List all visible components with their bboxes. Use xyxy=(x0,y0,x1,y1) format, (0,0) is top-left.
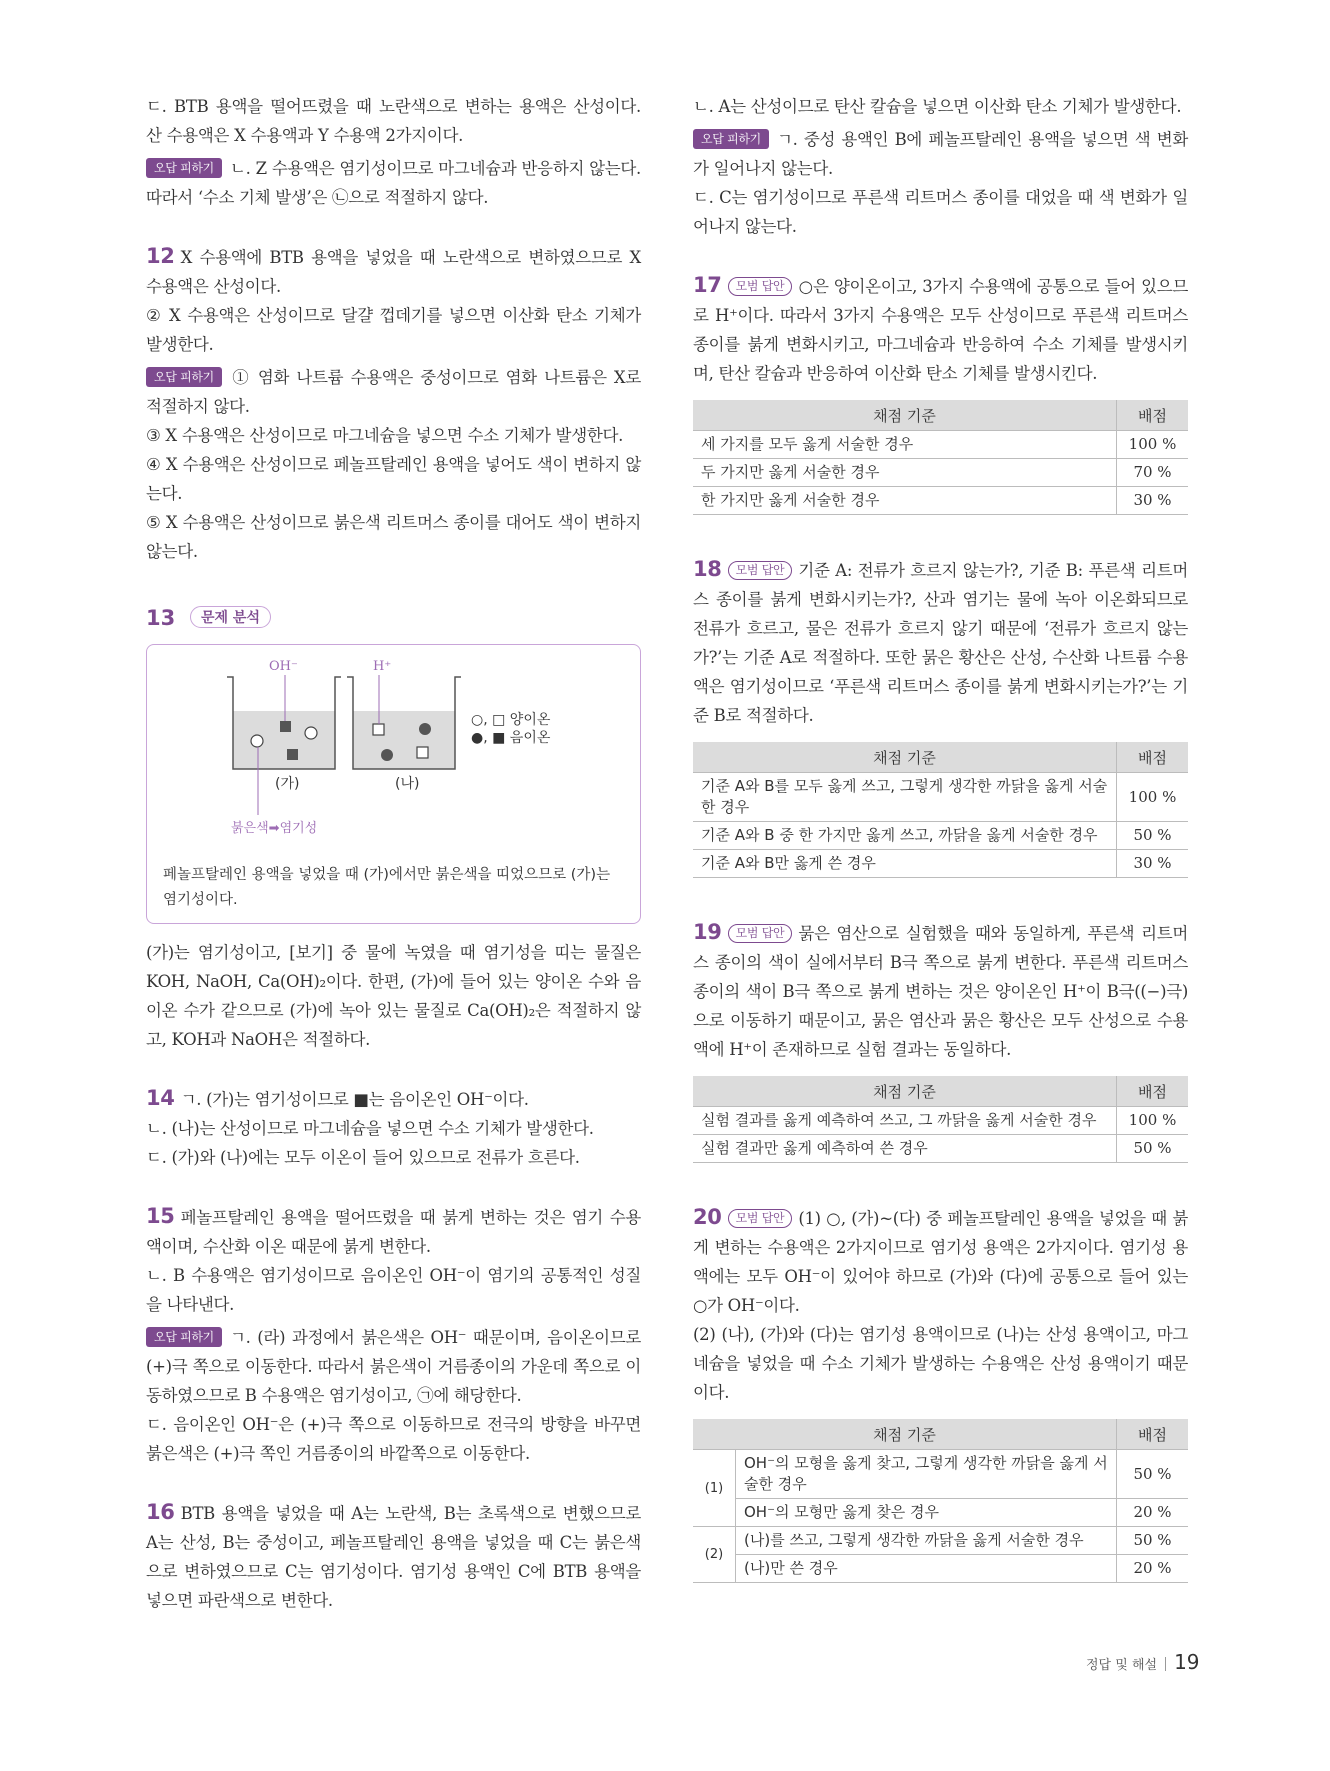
paragraph: ⑤ X 수용액은 산성이므로 붉은색 리트머스 종이를 대어도 색이 변하지 않는다. xyxy=(146,513,641,561)
question-19 xyxy=(693,918,1188,1163)
color-note: 붉은색➡염기성 xyxy=(231,821,318,836)
question-12 xyxy=(146,242,641,566)
paragraph: 16 BTB 용액을 넣었을 때 A는 노란색, B는 초록색으로 변했으므로 A는 산성, B는 중성이고, 페놀프탈레인 용액을 넣었을 때 C는 붉은색으로 변하였으므로 C는 염기성이다. 염기성 용액인 C에 BTB 용액을 넣으면 파란색으로 변한다. xyxy=(146,1500,641,1610)
paragraph: 20 모범 답안 (1) ○, (가)~(다) 중 페놀프탈레인 용액을 넣었을 때 붉게 변하는 수용액은 2가지이므로 염기성 용액은 2가지이다. 염기성 용액에는 모두 OH⁻이 있어야 하므로 (가)와 (다)에 공통으로 들어 있는 ○가 OH⁻이다. xyxy=(693,1205,1188,1315)
solution-a xyxy=(233,711,335,769)
table-header: 배점 xyxy=(1117,400,1189,431)
analysis-box xyxy=(146,644,641,924)
question-number: 19 xyxy=(693,920,722,944)
table-header: 배점 xyxy=(1117,742,1189,773)
beaker-b-label: (나) xyxy=(395,776,420,792)
paragraph: ㄷ. C는 염기성이므로 푸른색 리트머스 종이를 대었을 때 색 변화가 일어나지 않는다. xyxy=(693,188,1188,236)
page-number: 19 xyxy=(1174,1650,1200,1674)
paragraph: 19 모범 답안 묽은 염산으로 실험했을 때와 동일하게, 푸른색 리트머스 종이의 색이 실에서부터 B극 쪽으로 붉게 변한다. 푸른색 리트머스 종이의 색이 B극 쪽으로 붉게 변하는 것은 양이온인 H⁺이 B극((−)극)으로 이동하기 때문이고, 묽은 염산과 묽은 황산은 모두 산성으로 수용액에 H⁺이 존재하므로 실험 결과는 동일하다. xyxy=(693,920,1188,1059)
table-row: 한 가지만 옳게 서술한 경우 30 % xyxy=(693,487,1188,515)
question-number: 16 xyxy=(146,1500,175,1524)
h-label: H⁺ xyxy=(373,659,392,674)
table-row: 세 가지를 모두 옳게 서술한 경우 100 % xyxy=(693,431,1188,459)
question-number: 17 xyxy=(693,273,722,297)
question-number: 15 xyxy=(146,1204,175,1228)
table-row: 기준 A와 B 중 한 가지만 옳게 쓰고, 까닭을 옳게 서술한 경우 50 % xyxy=(693,822,1188,850)
question-20 xyxy=(693,1203,1188,1583)
model-answer-badge: 모범 답안 xyxy=(728,924,793,943)
paragraph: ㄴ. B 수용액은 염기성이므로 음이온인 OH⁻이 염기의 공통적인 성질을 나타낸다. xyxy=(146,1266,641,1314)
oh-label: OH⁻ xyxy=(269,659,298,674)
paragraph: ㄷ. BTB 용액을 떨어뜨렸을 때 노란색으로 변하는 용액은 산성이다. 산 수용액은 X 수용액과 Y 수용액 2가지이다. xyxy=(146,97,641,145)
q16-continued xyxy=(693,92,1188,241)
paragraph: 15 페놀프탈레인 용액을 떨어뜨렸을 때 붉게 변하는 것은 염기 수용액이며, 수산화 이온 때문에 붉게 변한다. xyxy=(146,1204,641,1256)
question-14 xyxy=(146,1084,641,1172)
paragraph: 오답 피하기 ㄱ. (라) 과정에서 붉은색은 OH⁻ 때문이며, 음이온이므로 (+)극 쪽으로 이동한다. 따라서 붉은색이 거름종이의 가운데 쪽으로 이동하였으므로 B 수용액은 염기성이고, ㉠에 해당한다. xyxy=(146,1328,641,1405)
question-16 xyxy=(146,1498,641,1615)
table-header: 배점 xyxy=(1117,1419,1189,1450)
paragraph: 12 X 수용액에 BTB 용액을 넣었을 때 노란색으로 변하였으므로 X 수용액은 산성이다. xyxy=(146,244,641,296)
solution-b xyxy=(353,711,455,769)
paragraph: ㄴ. A는 산성이므로 탄산 칼슘을 넣으면 이산화 탄소 기체가 발생한다. xyxy=(693,97,1182,116)
model-answer-badge: 모범 답안 xyxy=(728,1209,793,1228)
beaker-diagram xyxy=(147,645,637,845)
paragraph: 14 ㄱ. (가)는 염기성이므로 ■는 음이온인 OH⁻이다. xyxy=(146,1086,529,1110)
table-row: (2) (나)를 쓰고, 그렇게 생각한 까닭을 옳게 서술한 경우 50 % xyxy=(693,1527,1188,1555)
analysis-caption: 페놀프탈레인 용액을 넣었을 때 (가)에서만 붉은색을 띠었으므로 (가)는 염기성이다. xyxy=(163,867,611,908)
wrong-answer-badge: 오답 피하기 xyxy=(146,1327,222,1347)
paragraph: (2) (나), (가)와 (다)는 염기성 용액이므로 (나)는 산성 용액이고, 마그네슘을 넣었을 때 수소 기체가 발생하는 수용액은 산성 용액이기 때문이다. xyxy=(693,1325,1188,1402)
anion-square xyxy=(287,749,298,760)
footer-label: 정답 및 해설 xyxy=(1086,1658,1158,1673)
paragraph: ② X 수용액은 산성이므로 달걀 껍데기를 넣으면 이산화 탄소 기체가 발생한다. xyxy=(146,306,641,354)
table-header: 채점 기준 xyxy=(693,400,1117,431)
right-column xyxy=(693,92,1188,1583)
question-number: 12 xyxy=(146,244,175,268)
wrong-answer-badge: 오답 피하기 xyxy=(146,158,222,178)
table-header: 채점 기준 xyxy=(693,1419,1117,1450)
table-row: 기준 A와 B만 옳게 쓴 경우 30 % xyxy=(693,850,1188,878)
question-15 xyxy=(146,1202,641,1468)
question-18 xyxy=(693,555,1188,878)
table-row: 기준 A와 B를 모두 옳게 쓰고, 그렇게 생각한 까닭을 옳게 서술한 경우 100 % xyxy=(693,773,1188,822)
table-row: 실험 결과를 옳게 예측하여 쓰고, 그 까닭을 옳게 서술한 경우 100 % xyxy=(693,1107,1188,1135)
scoring-table xyxy=(693,1419,1188,1583)
paragraph: ㄴ. (나)는 산성이므로 마그네슘을 넣으면 수소 기체가 발생한다. xyxy=(146,1119,594,1138)
question-number: 18 xyxy=(693,557,722,581)
prev-answer-block xyxy=(146,92,641,212)
cation-circle xyxy=(251,735,263,747)
wrong-answer-badge: 오답 피하기 xyxy=(693,129,769,149)
legend-anion: ●, ■ 음이온 xyxy=(471,730,551,746)
anion-square xyxy=(280,721,291,732)
beaker-a-label: (가) xyxy=(275,776,300,792)
table-row: (1) OH⁻의 모형을 옳게 찾고, 그렇게 생각한 까닭을 옳게 서술한 경우 50 % xyxy=(693,1450,1188,1499)
model-answer-badge: 모범 답안 xyxy=(728,561,793,580)
scoring-table xyxy=(693,400,1188,515)
paragraph: 18 모범 답안 기준 A: 전류가 흐르지 않는가?, 기준 B: 푸른색 리트머스 종이를 붉게 변화시키는가?, 산과 염기는 물에 녹아 이온화되므로 전류가 흐르고, 물은 전류가 흐르지 않기 때문에 ‘전류가 흐르지 않는가?’는 기준 A로 적절하다. 또한 묽은 황산은 산성, 수산화 나트륨 수용액은 염기성이므로 ‘푸른색 리트머스 종이를 붉게 변화시키는가?’는 기준 B로 적절하다. xyxy=(693,557,1188,725)
table-header: 채점 기준 xyxy=(693,742,1117,773)
problem-analysis-tag: 문제 분석 xyxy=(190,606,271,628)
question-number: 13 xyxy=(146,606,176,630)
anion-circle xyxy=(381,749,393,761)
anion-circle xyxy=(419,723,431,735)
page-footer xyxy=(1086,1650,1200,1674)
paragraph: ㄷ. (가)와 (나)에는 모두 이온이 들어 있으므로 전류가 흐른다. xyxy=(146,1148,580,1167)
table-header: 채점 기준 xyxy=(693,1076,1117,1107)
left-column xyxy=(146,92,641,1615)
scoring-table xyxy=(693,742,1188,878)
paragraph: 17 모범 답안 ○은 양이온이고, 3가지 수용액에 공통으로 들어 있으므로 H⁺이다. 따라서 3가지 수용액은 모두 산성이므로 푸른색 리트머스 종이를 붉게 변화시키고, 마그네슘과 반응하여 수소 기체를 발생시키며, 탄산 칼슘과 반응하여 이산화 탄소 기체를 발생시킨다. xyxy=(693,273,1188,383)
paragraph: 오답 피하기 ① 염화 나트륨 수용액은 중성이므로 염화 나트륨은 X로 적절하지 않다. xyxy=(146,368,641,416)
question-number: 20 xyxy=(693,1205,722,1229)
table-header: 배점 xyxy=(1117,1076,1189,1107)
paragraph: ③ X 수용액은 산성이므로 마그네슘을 넣으면 수소 기체가 발생한다. xyxy=(146,426,624,445)
model-answer-badge: 모범 답안 xyxy=(728,277,793,296)
table-row: OH⁻의 모형만 옳게 찾은 경우 20 % xyxy=(693,1499,1188,1527)
paragraph: (가)는 염기성이고, [보기] 중 물에 녹였을 때 염기성을 띠는 물질은 KOH, NaOH, Ca(OH)₂이다. 한편, (가)에 들어 있는 양이온 수와 음이온 수가 같으므로 (가)에 녹아 있는 물질로 Ca(OH)₂은 적절하지 않고, KOH과 NaOH은 적절하다. xyxy=(146,943,641,1049)
question-17 xyxy=(693,271,1188,515)
cation-square xyxy=(417,747,428,758)
table-row: (나)만 쓴 경우 20 % xyxy=(693,1555,1188,1583)
footer-divider xyxy=(1165,1657,1166,1671)
scoring-table xyxy=(693,1076,1188,1163)
cation-square xyxy=(373,724,384,735)
paragraph: ㄷ. 음이온인 OH⁻은 (+)극 쪽으로 이동하므로 전극의 방향을 바꾸면 붉은색은 (+)극 쪽인 거름종이의 바깥쪽으로 이동한다. xyxy=(146,1415,641,1463)
table-row: 실험 결과만 옳게 예측하여 쓴 경우 50 % xyxy=(693,1135,1188,1163)
table-row: 두 가지만 옳게 서술한 경우 70 % xyxy=(693,459,1188,487)
paragraph: ④ X 수용액은 산성이므로 페놀프탈레인 용액을 넣어도 색이 변하지 않는다. xyxy=(146,455,641,503)
question-13 xyxy=(146,606,641,1054)
paragraph: 오답 피하기 ㄴ. Z 수용액은 염기성이므로 마그네슘과 반응하지 않는다. 따라서 ‘수소 기체 발생’은 ㉡으로 적절하지 않다. xyxy=(146,159,641,207)
wrong-answer-badge: 오답 피하기 xyxy=(146,367,222,387)
legend-cation: ○, □ 양이온 xyxy=(471,712,551,728)
question-number: 14 xyxy=(146,1086,175,1110)
cation-circle xyxy=(305,727,317,739)
paragraph: 오답 피하기 ㄱ. 중성 용액인 B에 페놀프탈레인 용액을 넣으면 색 변화가 일어나지 않는다. xyxy=(693,130,1188,178)
